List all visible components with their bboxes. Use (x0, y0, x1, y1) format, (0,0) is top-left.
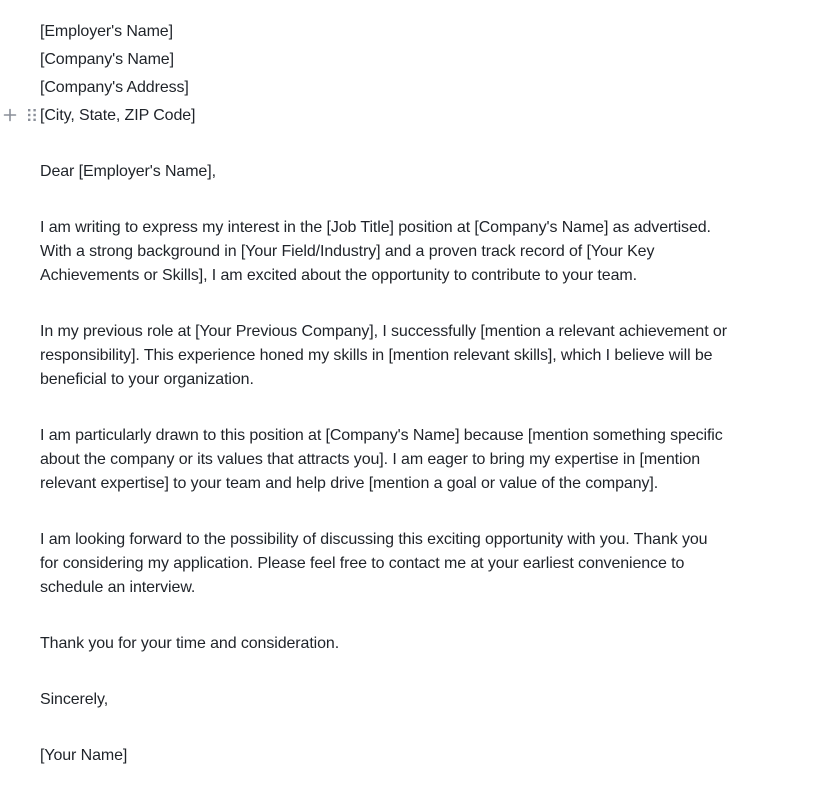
empty-block[interactable] (40, 394, 789, 422)
paragraph-text: beneficial to your organization. (40, 371, 254, 388)
paragraph-text: In my previous role at [Your Previous Company], I successfully [mention a relevant achievement or (40, 323, 727, 340)
company-address-text: [Company's Address] (40, 79, 189, 96)
drag-handle-icon (27, 108, 37, 125)
paragraph-text: With a strong background in [Your Field/Industry] and a proven track record of [Your Key (40, 243, 655, 260)
drag-handle-button[interactable] (25, 108, 38, 124)
thanks-text: Thank you for your time and consideration. (40, 635, 340, 652)
closing-paragraph-block[interactable] (40, 526, 789, 602)
company-name-text: [Company's Name] (40, 51, 174, 68)
company-address-block[interactable] (40, 74, 789, 102)
add-block-button[interactable] (2, 108, 18, 124)
empty-block[interactable] (40, 290, 789, 318)
thanks-block[interactable] (40, 630, 789, 658)
paragraph-text: Achievements or Skills], I am excited about the opportunity to contribute to your team. (40, 267, 637, 284)
paragraph-text: responsibility]. This experience honed my skills in [mention relevant skills], which I believe will be (40, 347, 713, 364)
block-hover-controls (2, 104, 38, 128)
intro-paragraph-block[interactable] (40, 214, 789, 290)
empty-block[interactable] (40, 714, 789, 742)
company-name-block[interactable] (40, 46, 789, 74)
paragraph-text: about the company or its values that attracts you]. I am eager to bring my expertise in [mention (40, 451, 701, 468)
experience-paragraph-block[interactable] (40, 318, 789, 394)
paragraph-text: for considering my application. Please feel free to contact me at your earliest convenience to (40, 555, 685, 572)
empty-block[interactable] (40, 130, 789, 158)
signoff-text: Sincerely, (40, 691, 109, 708)
paragraph-text: schedule an interview. (40, 579, 196, 596)
greeting-block[interactable] (40, 158, 789, 186)
motivation-paragraph-block[interactable] (40, 422, 789, 498)
paragraph-text: I am particularly drawn to this position at [Company's Name] because [mention something specific (40, 427, 723, 444)
recipient-name-block[interactable] (40, 18, 789, 46)
recipient-name-text: [Employer's Name] (40, 23, 173, 40)
greeting-text: Dear [Employer's Name], (40, 163, 216, 180)
empty-block[interactable] (40, 498, 789, 526)
city-state-zip-text: [City, State, ZIP Code] (40, 107, 196, 124)
empty-block[interactable] (40, 658, 789, 686)
paragraph-text: I am writing to express my interest in the [Job Title] position at [Company's Name] as advertised. (40, 219, 711, 236)
signoff-block[interactable] (40, 686, 789, 714)
empty-block[interactable] (40, 602, 789, 630)
signature-block[interactable] (40, 742, 789, 770)
paragraph-text: relevant expertise] to your team and help drive [mention a goal or value of the company]. (40, 475, 659, 492)
plus-icon (3, 108, 17, 125)
empty-block[interactable] (40, 186, 789, 214)
signature-text: [Your Name] (40, 747, 128, 764)
paragraph-text: I am looking forward to the possibility of discussing this exciting opportunity with you. Thank you (40, 531, 708, 548)
city-state-zip-block[interactable] (40, 102, 789, 130)
